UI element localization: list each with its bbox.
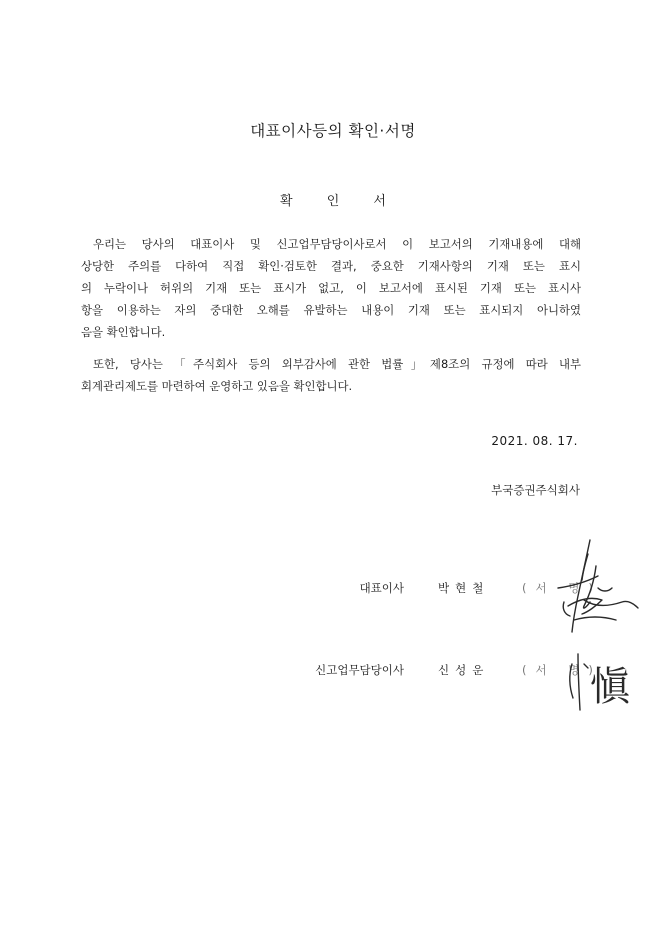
paragraph-line: 또한, 당사는 「주식회사 등의 외부감사에 관한 법률」제8조의 규정에 따라 내부 (93, 357, 581, 371)
confirmation-paragraph (81, 233, 581, 343)
paragraph-line: 우리는 당사의 대표이사 및 신고업무담당이사로서 이 보고서의 기재내용에 대해 (93, 237, 581, 251)
paragraph-line: 상당한 주의를 다하여 직접 확인·검토한 결과, 중요한 기재사항의 기재 또는 표시 (81, 259, 581, 273)
signature-label: (서 명) (522, 663, 602, 677)
signatory-name: 신성운 (438, 663, 490, 677)
paragraph-line: 회계관리제도를 마련하여 운영하고 있음을 확인합니다. (81, 379, 353, 393)
document-date: 2021. 08. 17. (491, 434, 578, 448)
signature-label: (서 명) (522, 581, 602, 595)
signatory-name: 박현철 (438, 581, 490, 595)
document-title: 대표이사등의 확인·서명 (250, 122, 416, 140)
signatory-role: 대표이사 (359, 581, 404, 595)
internal-control-paragraph (81, 353, 581, 397)
signatory-role: 신고업무담당이사 (315, 663, 404, 677)
paragraph-line: 음을 확인합니다. (81, 325, 166, 339)
company-name: 부국증권주식회사 (491, 483, 580, 497)
paragraph-line: 항을 이용하는 자의 중대한 오해를 유발하는 내용이 기재 또는 표시되지 아니하였 (81, 303, 581, 317)
handwritten-signature-ceo (538, 536, 643, 636)
paragraph-line: 의 누락이나 허위의 기재 또는 표시가 없고, 이 보고서에 표시된 기재 또는 표시사 (81, 281, 581, 295)
signature-glyph: 愼 (590, 664, 630, 710)
document-subtitle: 확 인 서 (280, 194, 401, 209)
handwritten-signature-disclosure-officer (564, 648, 634, 713)
